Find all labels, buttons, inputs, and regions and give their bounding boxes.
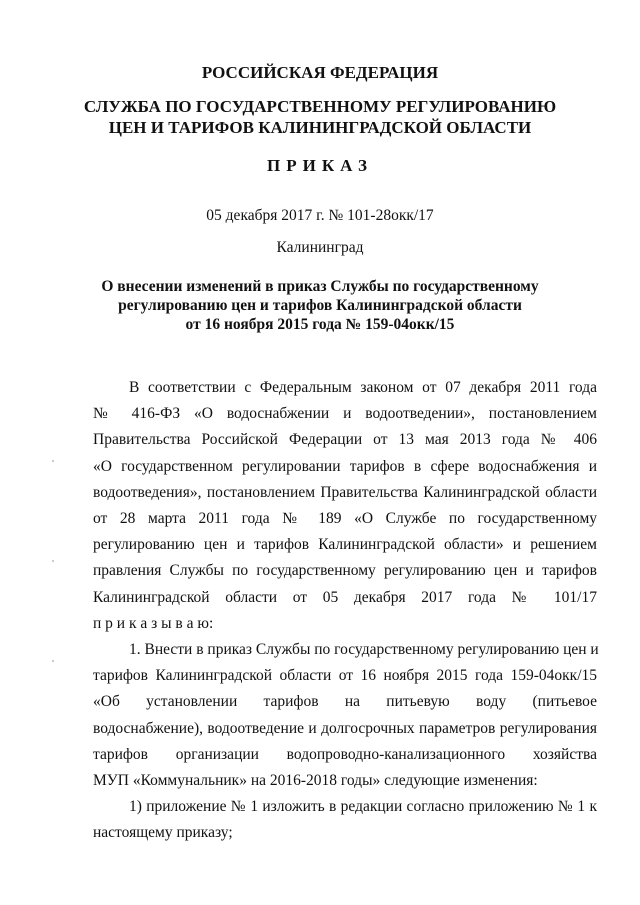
body-line: тарифов Калининградской области от 16 ноября 2015 года 159-04окк/15	[93, 667, 597, 685]
body-line: «О государственном регулировании тарифов в сфере водоснабжения и	[93, 457, 597, 475]
body-line: В соответствии с Федеральным законом от 07 декабря 2011 года	[129, 379, 597, 396]
body-line: «Об установлении тарифов на питьевую воду (питьевое	[93, 693, 597, 711]
body-line: Правительства Российской Федерации от 13 мая 2013 года № 406	[93, 431, 597, 449]
body-line: от 28 марта 2011 года № 189 «О Службе по государственному	[93, 510, 597, 528]
body-line: 1) приложение № 1 изложить в редакции согласно приложению № 1 к	[129, 798, 597, 816]
subject-line-3: от 16 ноября 2015 года № 159-04окк/15	[185, 316, 455, 333]
body-line: настоящему приказу;	[93, 824, 233, 842]
body-line: 1. Внести в приказ Службы по государственному регулированию цен и	[129, 641, 599, 659]
body-line: МУП «Коммунальник» на 2016-2018 годы» следующие изменения:	[93, 772, 538, 790]
document-type-title: ПРИКАЗ	[267, 156, 373, 175]
date-and-number: 05 декабря 2017 г. № 101-28окк/17	[206, 207, 434, 224]
scan-mark	[52, 560, 54, 562]
scan-mark	[52, 460, 54, 462]
body-line: Калининградской области от 05 декабря 2017 года № 101/17	[93, 588, 597, 606]
body-line: водоснабжение), водоотведение и долгосрочных параметров регулирования	[93, 719, 597, 737]
agency-heading-line-2: ЦЕН И ТАРИФОВ КАЛИНИНГРАДСКОЙ ОБЛАСТИ	[108, 118, 532, 137]
body-line: № 416-ФЗ «О водоснабжении и водоотведении», постановлением	[93, 405, 597, 423]
agency-heading-line-1: СЛУЖБА ПО ГОСУДАРСТВЕННОМУ РЕГУЛИРОВАНИЮ	[83, 97, 557, 116]
body-line: тарифов организации водопроводно-канализационного хозяйства	[93, 745, 597, 763]
order-word: п р и к а з ы в а ю:	[93, 614, 214, 632]
scan-mark	[52, 660, 54, 662]
subject-line-2: регулированию цен и тарифов Калининградской области	[118, 297, 522, 314]
document-subject	[0, 277, 640, 334]
agency-heading	[0, 96, 640, 138]
subject-line-1: О внесении изменений в приказ Службы по государственному	[101, 278, 539, 295]
country-heading: РОССИЙСКАЯ ФЕДЕРАЦИЯ	[201, 63, 439, 82]
paragraph-preamble	[93, 375, 597, 847]
body-line: правления Службы по государственному регулированию цен и тарифов	[93, 562, 597, 580]
body-line: регулированию цен и тарифов Калининградской области» и решением	[93, 536, 597, 554]
city-name: Калининград	[276, 239, 364, 256]
body-line: водоотведения», постановлением Правительства Калининградской области	[93, 483, 597, 501]
